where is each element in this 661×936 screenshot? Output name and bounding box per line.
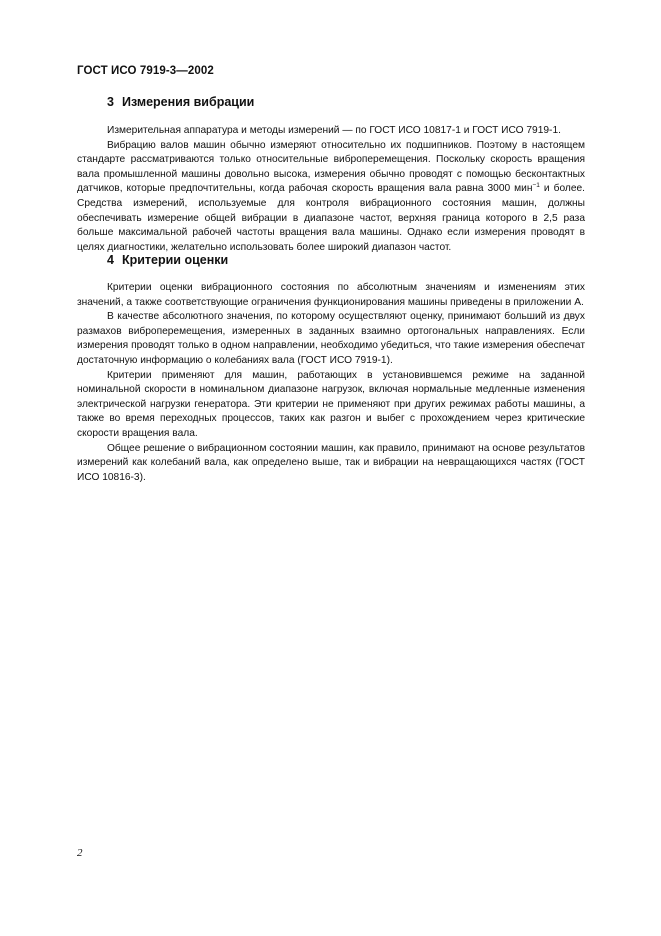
paragraph: Критерии оценки вибрационного состояния по абсолютным значениям и изменениям этих значений, а также соответствующие ограничения функционирования машины приведены в приложении А. bbox=[77, 282, 585, 308]
page-number: 2 bbox=[77, 847, 83, 859]
paragraph: Измерительная аппаратура и методы измерений — по ГОСТ ИСО 10817-1 и ГОСТ ИСО 7919-1. bbox=[107, 125, 561, 136]
paragraph-text: Вибрацию валов машин обычно измеряют относительно их подшипников. Поэтому в настоящем стандарте рассматриваются только относительные виброперемещения. Поскольку скорость вращения вала промышленной машины довольно высока, измерения обычно проводят с помощью бесконтактных датчиков, которые предпочтительны, когда рабочая скорость вращения вала равна 3000 мин bbox=[77, 139, 585, 195]
paragraph: Критерии применяют для машин, работающих в установившемся режиме на заданной номинальной скорости в номинальном диапазоне нагрузок, включая нормальные медленные изменения электрической нагрузки генератора. Эти критерии не применяют при других режимах работы машины, а также во время переходных процессов, таких как разгон и выбег с прохождением через критические скорости вращения вала. bbox=[77, 369, 585, 439]
section-number: 4 bbox=[107, 253, 114, 267]
paragraph-text: и более. Средства измерений, используемые для контроля вибрационного состояния машин, должны обеспечивать измерение общей вибрации в диапазоне частот, верхняя граница которого в 2,5 раза больше максимальной рабочей частоты вращения вала машины. Однако если измерения проводят в целях диагностики, желательно использовать более широкий диапазон частот. bbox=[77, 183, 585, 253]
section-4-body bbox=[77, 281, 585, 485]
superscript: −1 bbox=[532, 182, 540, 190]
section-title: Измерения вибрации bbox=[121, 95, 255, 109]
section-4-heading bbox=[107, 253, 228, 267]
paragraph bbox=[77, 139, 585, 256]
section-3-heading bbox=[107, 95, 254, 109]
section-title: Критерии оценки bbox=[121, 253, 229, 267]
paragraph: Общее решение о вибрационном состоянии машин, как правило, принимают на основе результатов измерений как колебаний вала, как определено выше, так и вибрации на невращающихся частях (ГОСТ ИСО 10816-3). bbox=[77, 442, 585, 483]
section-3-body bbox=[77, 124, 585, 255]
section-number: 3 bbox=[107, 95, 114, 109]
paragraph: В качестве абсолютного значения, по которому осуществляют оценку, принимают больший из двух размахов виброперемещения, измеренных в заданных взаимно ортогональных направлениях. Если измерения проводят только в одном направлении, необходимо убедиться, что такие измерения обеспечат достаточную информацию о колебаниях вала (ГОСТ ИСО 7919-1). bbox=[77, 311, 585, 366]
document-header: ГОСТ ИСО 7919-3—2002 bbox=[77, 65, 214, 77]
